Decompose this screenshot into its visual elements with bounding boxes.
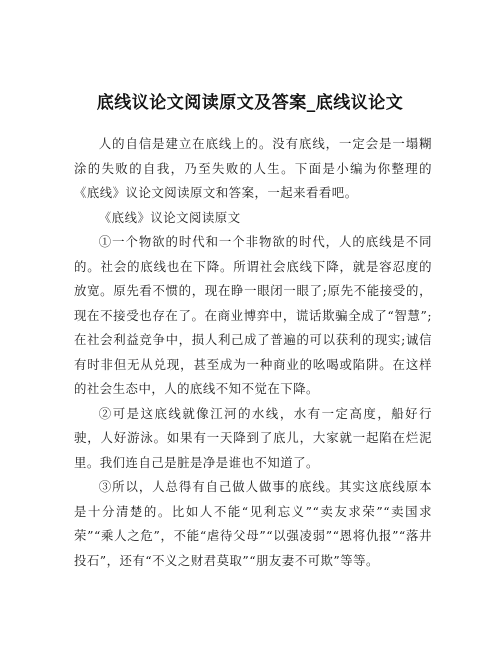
body-paragraph-2: ②可是这底线就像江河的水线，水有一定高度，船好行驶，人好游泳。如果有一天降到了底儿，大家就一起陷在烂泥里。我们连自己是脏是净是谁也不知道了。	[74, 405, 432, 470]
article-title: 底线议论文阅读原文及答案_底线议论文	[96, 93, 404, 113]
article-body	[74, 132, 432, 573]
body-paragraph-3: ③所以，人总得有自己做人做事的底线。其实这底线原本是十分清楚的。比如人不能“见利忘义”“卖友求荣”“卖国求荣”“乘人之危”，不能“虐待父母”“以强凌弱”“恩将仇报”“落井投石”，还有“不义之财君莫取”“朋友妻不可欺”等等。	[74, 479, 432, 568]
intro-paragraph: 人的自信是建立在底线上的。没有底线，一定会是一塌糊涂的失败的自我，乃至失败的人生。下面是小编为你整理的《底线》议论文阅读原文和答案，一起来看看吧。	[74, 136, 432, 200]
section-subheading: 《底线》议论文阅读原文	[98, 209, 241, 225]
body-paragraph-1: ①一个物欲的时代和一个非物欲的时代，人的底线是不同的。社会的底线也在下降。所谓社会底线下降，就是容忍度的放宽。原先看不惯的，现在睁一眼闭一眼了;原先不能接受的，现在不接受也存在了。在商业博弈中，谎话欺骗全成了“智慧”;在社会利益竞争中，损人利己成了普遍的可以获利的现实;诚信有时非但无从兑现，甚至成为一种商业的吆喝或陷阱。在这样的社会生态中，人的底线不知不觉在下降。	[74, 234, 432, 396]
